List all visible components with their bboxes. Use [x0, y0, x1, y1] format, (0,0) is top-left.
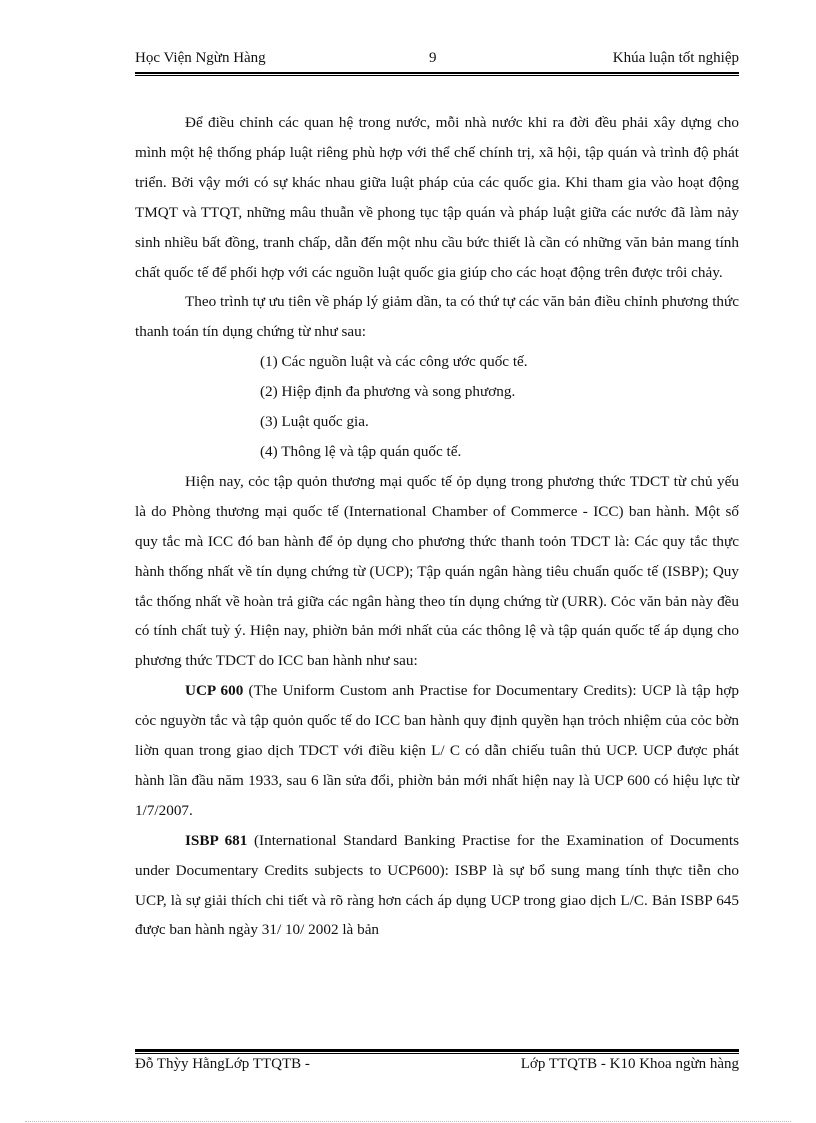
footer-class: Lớp TTQTB - K10 Khoa ngừn hàng	[520, 1056, 739, 1072]
footer-rule-thin	[135, 1053, 739, 1054]
paragraph-ucp600	[135, 676, 739, 826]
footer-author: Đỗ Thỳy HằngLớp TTQTB -	[135, 1056, 310, 1072]
footer-rule	[135, 1049, 739, 1052]
header-rule	[135, 72, 739, 74]
isbp681-term: ISBP 681	[185, 831, 248, 849]
list-item-1: (1) Các nguồn luật và các công ước quốc tế.	[260, 353, 528, 371]
paragraph-2: Theo trình tự ưu tiên về pháp lý giảm dần, ta có thứ tự các văn bản điều chỉnh phương thức thanh toán tín dụng chứng từ như sau:	[135, 293, 739, 341]
page-footer	[135, 1056, 739, 1078]
ucp600-term: UCP 600	[185, 682, 244, 700]
page-header	[135, 50, 739, 72]
page-number: 9	[429, 50, 437, 66]
header-institution: Học Viện Ngừn Hàng	[135, 50, 266, 66]
header-thesis-title: Khúa luận tốt nghiệp	[612, 50, 739, 66]
list-item-4: (4) Thông lệ và tập quán quốc tế.	[260, 442, 462, 460]
paragraph-1: Để điều chỉnh các quan hệ trong nước, mỗi nhà nước khi ra đời đều phải xây dựng cho mình một hệ thống pháp luật riêng phù hợp với thể chế chính trị, xã hội, tập quán và trình độ phát triển. Bởi vậy mới có sự khác nhau giữa luật pháp của các quốc gia. Khi tham gia vào hoạt động TMQT và TTQT, những mâu thuẫn về phong tục tập quán và pháp luật giữa các nước đã làm nảy sinh nhiều bất đồng, tranh chấp, dẫn đến một nhu cầu bức thiết là cần có những văn bản mang tính chất quốc tế để phối hợp với các nguồn luật quốc gia giúp cho các hoạt động trên được trôi chảy.	[135, 114, 739, 281]
paragraph-isbp681	[135, 826, 739, 946]
list-item-2: (2) Hiệp định đa phương và song phương.	[260, 383, 516, 401]
header-rule-thin	[135, 75, 739, 76]
ucp600-text: (The Uniform Custom anh Practise for Documentary Credits): UCP là tập hợp cỏc nguyờn tắc và tập quỏn quốc tế do ICC ban hành quy định quyền hạn trỏch nhiệm của cỏc bờn liờn quan trong giao dịch TDCT với điều kiện L/ C có dẫn chiếu tuân thủ UCP. UCP được phát hành lần đầu năm 1933, sau 6 lần sửa đổi, phiờn bản mới nhất hiện nay là UCP 600 có hiệu lực từ 1/7/2007.	[135, 682, 740, 819]
page-bottom-border	[25, 1121, 791, 1122]
list-item-3: (3) Luật quốc gia.	[260, 413, 369, 431]
body-text	[135, 108, 739, 945]
isbp681-text: (International Standard Banking Practise for the Examination of Documents under Documentary Credits subjects to UCP600): ISBP là sự bổ sung mang tính thực tiễn cho UCP, là sự giải thích chi tiết và rõ ràng hơn cách áp dụng UCP trong giao dịch L/C. Bản ISBP 645 được ban hành ngày 31/ 10/ 2002 là bản	[135, 831, 739, 939]
paragraph-3: Hiện nay, cỏc tập quỏn thương mại quốc tế ỏp dụng trong phương thức TDCT từ chủ yếu là do Phòng thương mại quốc tế (International Chamber of Commerce - ICC) ban hành. Một số quy tắc mà ICC đó ban hành để ỏp dụng cho phương thức thanh toỏn TDCT là: Các quy tắc thực hành thống nhất về tín dụng chứng từ (UCP); Tập quán ngân hàng tiêu chuẩn quốc tế (ISBP); Quy tắc thống nhất về hoàn trả giữa các ngân hàng theo tín dụng chứng từ (URR). Cỏc văn bản này đều có tính chất tuỳ ý. Hiện nay, phiờn bản mới nhất của các thông lệ và tập quán quốc tế áp dụng cho phương thức TDCT do ICC ban hành như sau:	[135, 472, 739, 670]
